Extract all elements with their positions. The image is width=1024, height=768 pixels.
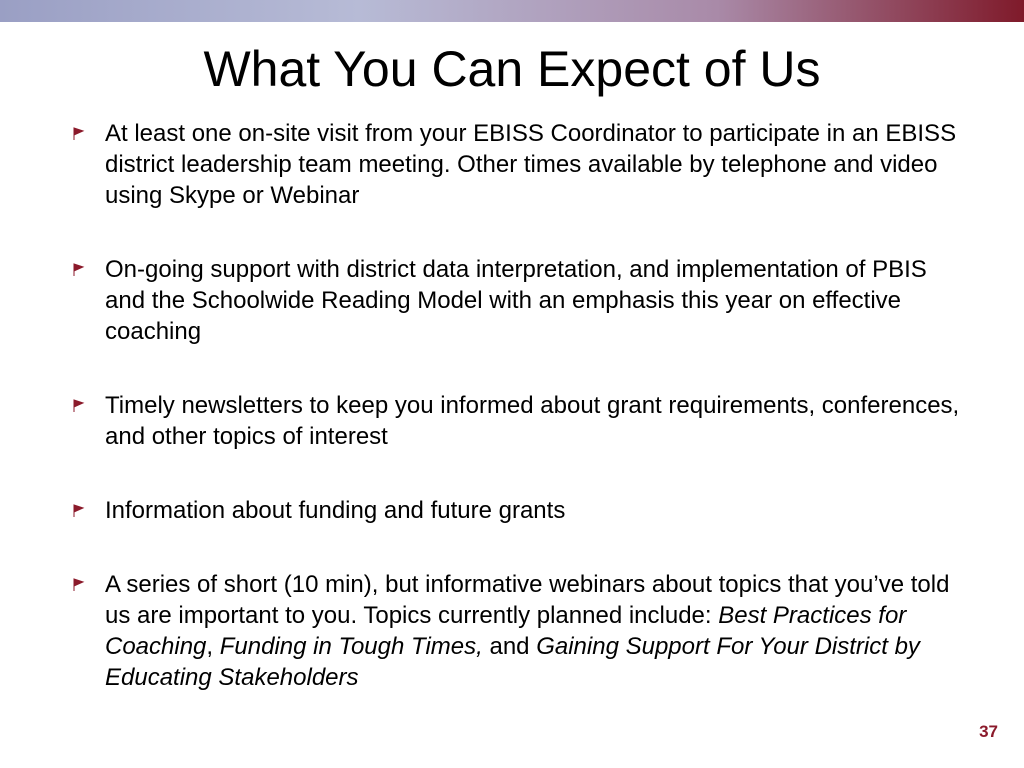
top-gradient-bar [0,0,1024,22]
bullet-text: On-going support with district data interpretation, and implementation of PBIS and the Schoolwide Reading Model with an emphasis this year on effective coaching [105,256,927,345]
bullet-item [68,390,968,452]
slide-title: What You Can Expect of Us [203,41,821,97]
bullet-item [68,495,968,526]
bullet-text: Timely newsletters to keep you informed about grant requirements, conferences, and other topics of interest [105,392,960,450]
page-number: 37 [979,722,998,741]
flag-icon [72,504,86,518]
webinar-topic: Funding in Tough Times, [219,633,483,660]
webinar-topic: Best Practices for Coaching [105,602,907,660]
top-bar-divider [0,22,1024,24]
bullet-text: A series of short (10 min), but informative webinars about topics that you’ve told us are important to you. Topics currently planned include: [105,571,950,629]
bullet-item [68,254,968,347]
separator-text: , [206,633,220,660]
bullet-text: At least one on-site visit from your EBISS Coordinator to participate in an EBISS district leadership team meeting. Other times available by telephone and video using Skype or Webinar [105,120,957,209]
bullet-item [68,569,968,693]
separator-text: and [482,633,537,660]
flag-icon [72,578,86,592]
flag-icon [72,263,86,277]
bullet-list [68,118,968,736]
webinar-topic: Gaining Support For Your District by Educating Stakeholders [105,633,920,691]
bullet-item [68,118,968,211]
flag-icon [72,399,86,413]
flag-icon [72,127,86,141]
bullet-text: Information about funding and future grants [105,497,566,524]
